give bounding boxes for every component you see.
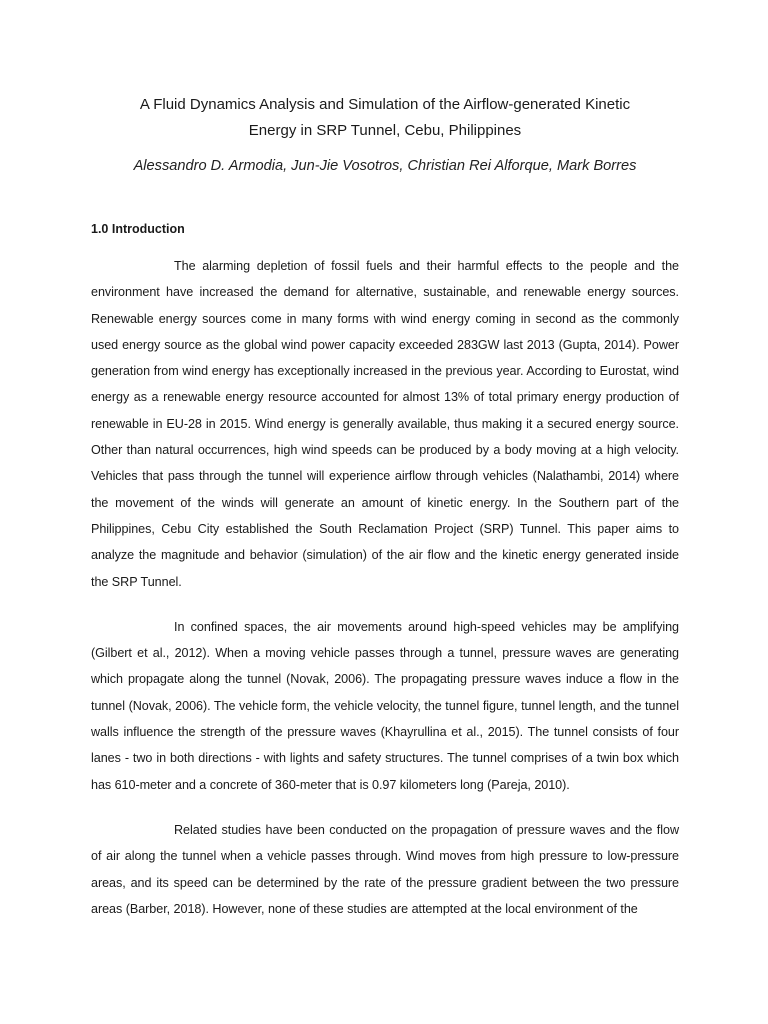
paragraph-2: In confined spaces, the air movements around high-speed vehicles may be amplifying (Gilbert et al., 2012). When a moving vehicle passes through a tunnel, pressure waves are generating which propagate along the tunnel (Novak, 2006). The propagating pressure waves induce a flow in the tunnel (Novak, 2006). The vehicle form, the vehicle velocity, the tunnel figure, tunnel length, and the tunnel walls influence the strength of the pressure waves (Khayrullina et al., 2015). The tunnel consists of four lanes - two in both directions - with lights and safety structures. The tunnel comprises of a twin box which has 610-meter and a concrete of 360-meter that is 0.97 kilometers long (Pareja, 2010). [91, 619, 679, 792]
paper-title: A Fluid Dynamics Analysis and Simulation of the Airflow-generated Kinetic Energy in SRP Tunnel, Cebu, Philippines [139, 96, 631, 139]
section-heading: 1.0 Introduction [91, 222, 185, 236]
section-introduction [91, 220, 679, 922]
paper-authors: Alessandro D. Armodia, Jun-Jie Vosotros, Christian Rei Alforque, Mark Borres [133, 158, 637, 174]
paragraph-3: Related studies have been conducted on the propagation of pressure waves and the flow of air along the tunnel when a vehicle passes through. Wind moves from high pressure to low-pressure areas, and its speed can be determined by the rate of the pressure gradient between the two pressure areas (Barber, 2018). However, none of these studies are attempted at the local environment of the [91, 822, 679, 916]
paragraph-1: The alarming depletion of fossil fuels and their harmful effects to the people and the environment have increased the demand for alternative, sustainable, and renewable energy sources. Renewable energy sources come in many forms with wind energy coming in second as the commonly used energy source as the global wind power capacity exceeded 283GW last 2013 (Gupta, 2014). Power generation from wind energy has exceptionally increased in the previous year. According to Eurostat, wind energy as a renewable energy resource accounted for almost 13% of total primary energy production of renewable in EU-28 in 2015. Wind energy is generally available, thus making it a secured energy source. Other than natural occurrences, high wind speeds can be produced by a body moving at a high velocity. Vehicles that pass through the tunnel will experience airflow through vehicles (Nalathambi, 2014) where the movement of the winds will generate an amount of kinetic energy. In the Southern part of the Philippines, Cebu City established the South Reclamation Project (SRP) Tunnel. This paper aims to analyze the magnitude and behavior (simulation) of the air flow and the kinetic energy generated inside the SRP Tunnel. [91, 259, 679, 589]
